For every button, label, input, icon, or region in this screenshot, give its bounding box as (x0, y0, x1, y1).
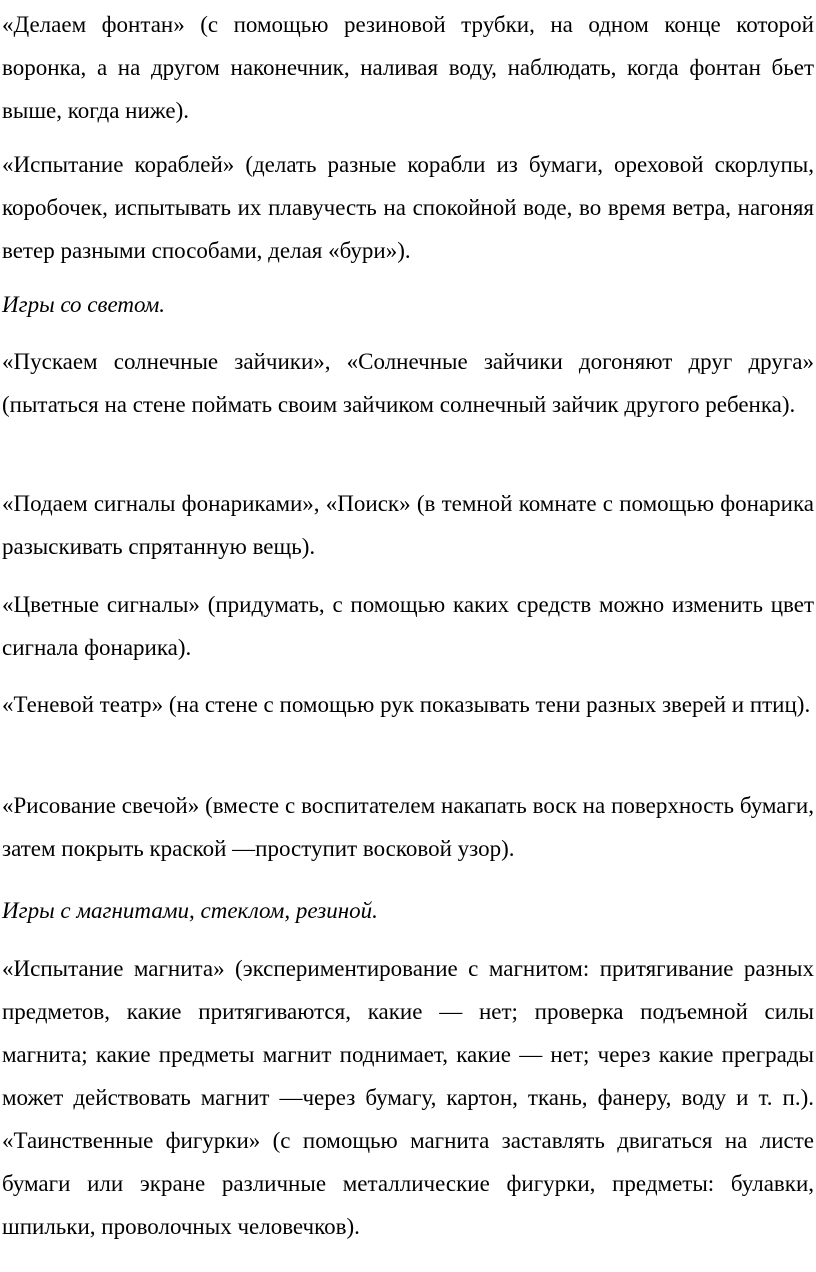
paragraph-color-signals: «Цветные сигналы» (придумать, с помощью каких средств можно изменить цвет сигнала фонарика). (2, 592, 814, 660)
paragraph-shadow-theater: «Теневой театр» (на стене с помощью рук показывать тени разных зверей и птиц). (2, 692, 811, 717)
paragraph-candle-drawing: «Рисование свечой» (вместе с воспитателем накапать воск на поверхность бумаги, затем покрыть краской —проступит восковой узор). (2, 793, 814, 861)
heading-magnet-games: Игры с магнитами, стеклом, резиной. (2, 898, 378, 923)
paragraph-magnet-test: «Испытание магнита» (экспериментирование с магнитом: притягивание разных предметов, какие притягиваются, какие — нет; проверка подъемной силы магнита; какие предметы магнит поднимает, какие — нет; через какие преграды может действовать магнит —через бумагу, картон, ткань, фанеру, воду и т. п.). «Таинственные фигурки» (с помощью магнита заставлять двигаться на листе бумаги или экране различные металлические фигурки, предметы: булавки, шпильки, проволочных человечков). (2, 956, 814, 1239)
paragraph-sunbeams: «Пускаем солнечные зайчики», «Солнечные зайчики догоняют друг друга» (пытаться на стене поймать своим зайчиком солнечный зайчик другого ребенка). (2, 349, 814, 417)
heading-light-games: Игры со светом. (2, 292, 166, 317)
paragraph-fountain: «Делаем фонтан» (с помощью резиновой трубки, на одном конце которой воронка, а на другом наконечник, наливая воду, наблюдать, когда фонтан бьет выше, когда ниже). (2, 12, 814, 123)
paragraph-ships: «Испытание кораблей» (делать разные корабли из бумаги, ореховой скорлупы, коробочек, испытывать их плавучесть на спокойной воде, во время ветра, нагоняя ветер разными способами, делая «бури»). (2, 152, 814, 263)
paragraph-flashlight-signals: «Подаем сигналы фонариками», «Поиск» (в темной комнате с помощью фонарика разыскивать спрятанную вещь). (2, 491, 814, 559)
